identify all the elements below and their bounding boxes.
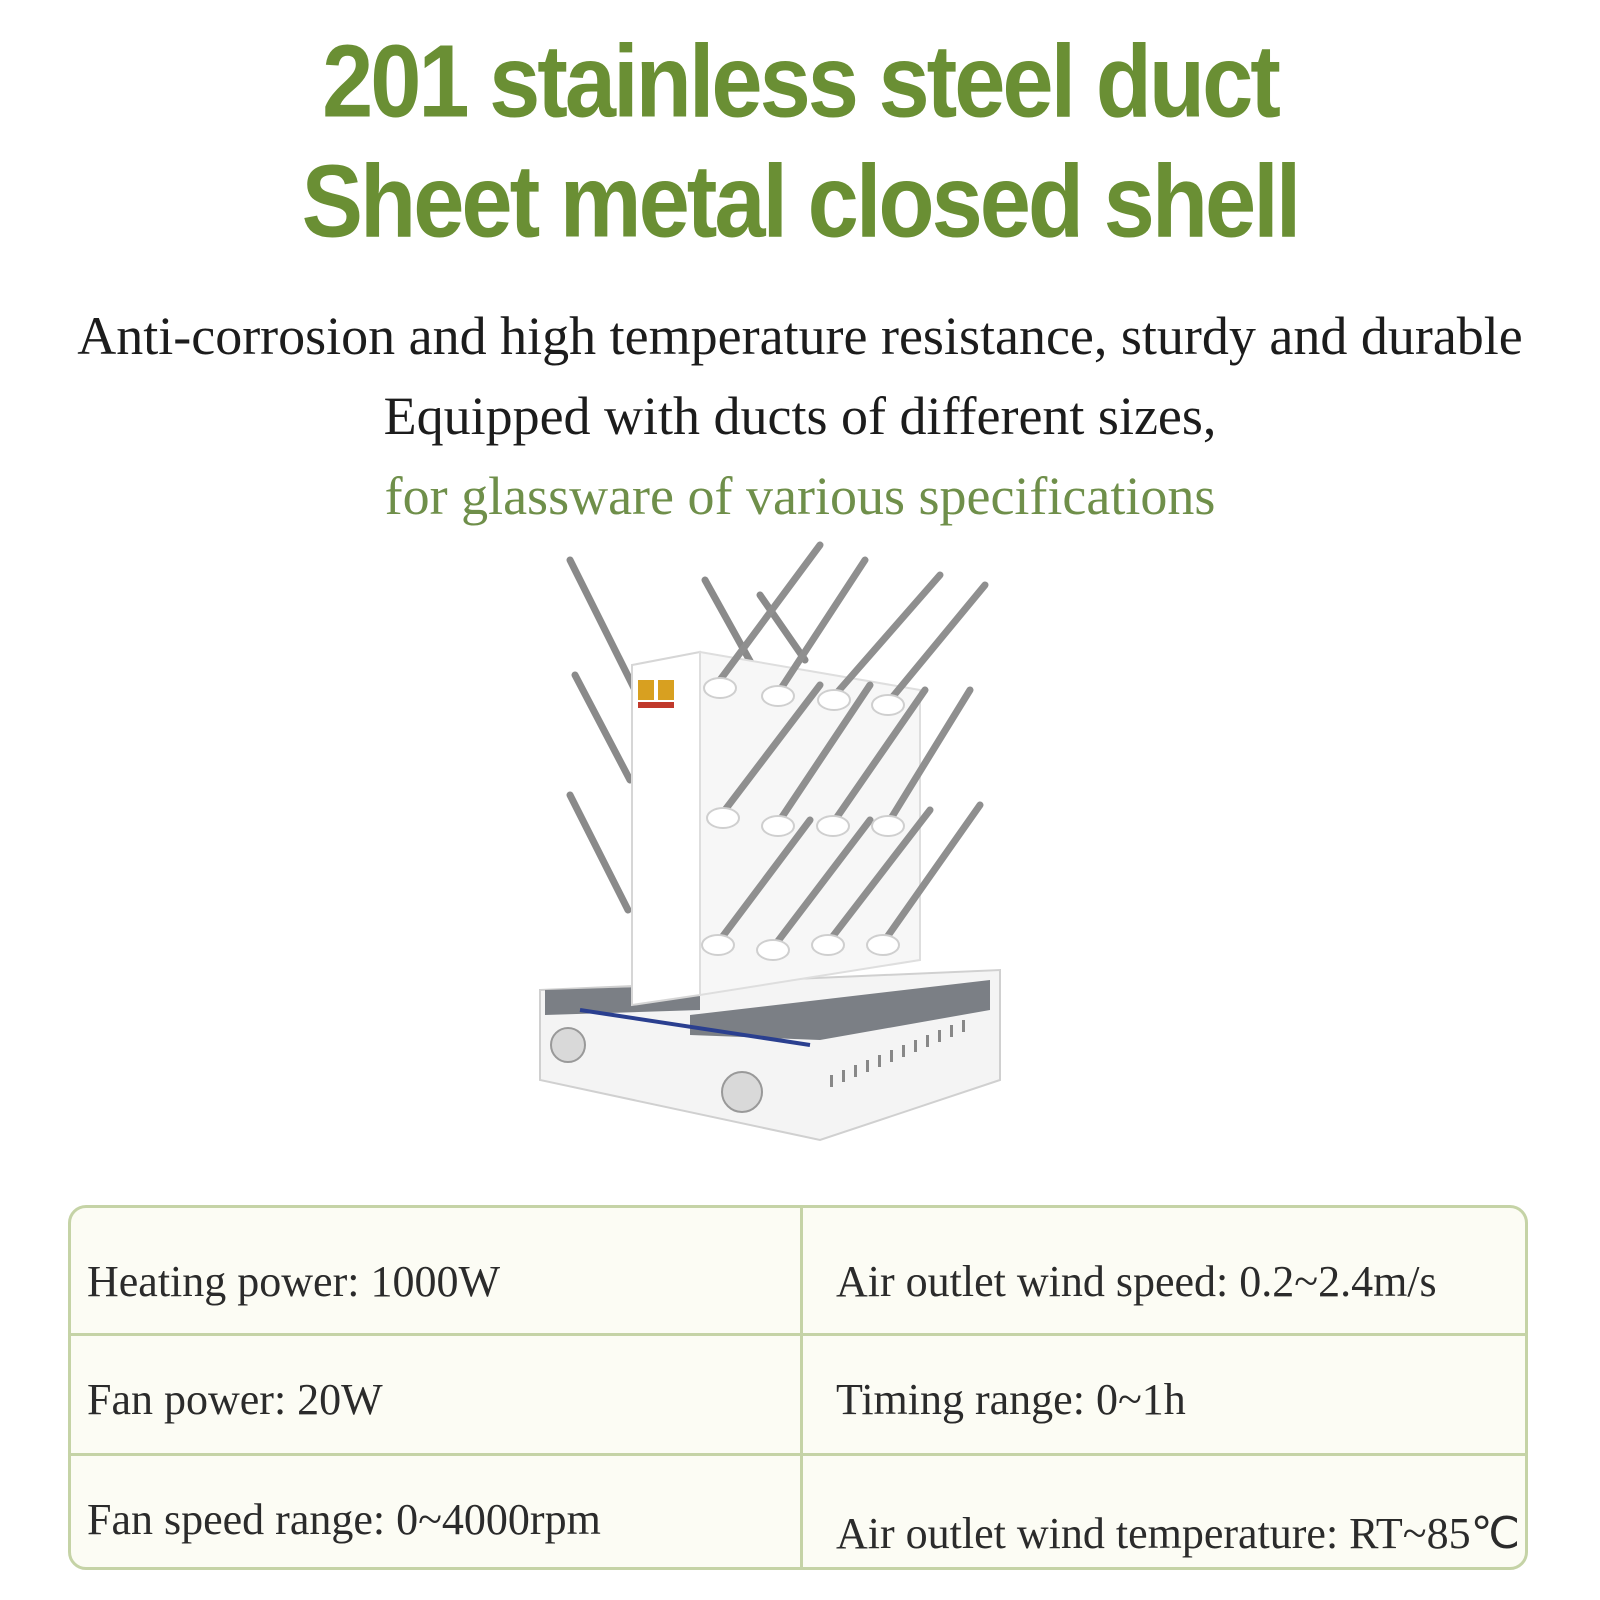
- right-knob-icon: [722, 1072, 762, 1112]
- subheadline-line-2: Equipped with ducts of different sizes,: [383, 386, 1217, 446]
- headline-line-2: Sheet metal closed shell: [301, 144, 1299, 260]
- spec-air-outlet-wind-temperature: Air outlet wind temperature: RT~85℃: [836, 1509, 1520, 1558]
- spec-air-outlet-wind-speed: Air outlet wind speed: 0.2~2.4m/s: [836, 1257, 1437, 1306]
- subheadline-line-3: for glassware of various specifications: [384, 466, 1216, 526]
- spec-row: [71, 1453, 1525, 1570]
- spec-row: [71, 1333, 1525, 1456]
- spec-row: [71, 1208, 1525, 1333]
- spec-fan-power: Fan power: 20W: [87, 1375, 383, 1424]
- drying-rack-illustration: [520, 540, 1020, 1180]
- warning-label-icon: [658, 680, 674, 700]
- left-knob-icon: [551, 1028, 585, 1062]
- spec-timing-range: Timing range: 0~1h: [836, 1375, 1186, 1424]
- warning-strip: [638, 702, 674, 708]
- spec-heating-power: Heating power: 1000W: [87, 1257, 500, 1306]
- spec-table: [68, 1205, 1528, 1570]
- warning-label-icon: [638, 680, 654, 700]
- headline-line-1: 201 stainless steel duct: [322, 24, 1278, 140]
- spec-fan-speed-range: Fan speed range: 0~4000rpm: [87, 1495, 601, 1544]
- subheadline-line-1: Anti-corrosion and high temperature resistance, sturdy and durable: [77, 306, 1523, 366]
